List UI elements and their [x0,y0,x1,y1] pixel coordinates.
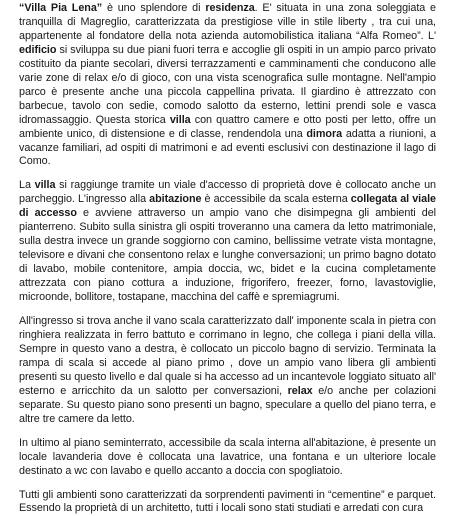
text-run: La [19,179,35,191]
text-run: In ultimo al piano seminterrato, accessibile da scala interna all'abitazione, è presente un locale lavanderia dove è collocata una lavatrice, una fontana e un ulteriore locale destinato a wc con lavabo e quello accanto a doccia con spogliatoio. [19,437,436,477]
text-run: e avviene attraverso un ampio vano che disimpegna gli ambienti del pianterreno. Subito sulla sinistra gli ospiti troveranno una camera da letto matrimoniale, sulla destra invece un grande soggiorno con camino, bellissime vetrate vista montagne, televisore e divani che consentono relax e lunghe conversazioni; un primo bagno dotato di lavabo, mobile contenitore, ampia doccia, wc, bidet e la cucina completamente attrezzata con piano cottura a induzione, frigorifero, freezer, forno, lavastoviglie, microonde, bollitore, tostapane, macchina del caffè e spremiagrumi. [19,207,436,303]
text-run: si raggiunge tramite un viale d'accesso di proprietà dove è collocato anche un parcheggio. L'ingresso alla [19,179,436,205]
bold-text-run: dimora [306,128,342,140]
paragraph-basement [0,437,450,479]
paragraph-access-ground-floor [0,179,450,305]
paragraph-floors-architect [0,489,450,516]
text-run: si sviluppa su due piani fuori terra e accoglie gli ospiti in un ampio parco privato costituito da piante secolari, diversi terrazzamenti e camminamenti che conducono alle varie zone di relax e/o di gioco, con una vista scenografica sulle montagne. Nell'ampio parco è presente anche una piccola cappellina privata. Il giardino è attrezzato con barbecue, tavolo con sedie, comodo salotto da esterno, lettini prendi sole e vasca idromassaggio. Questa storica [19,44,436,126]
text-run: e/o anche per colazioni separate. Su questo piano sono presenti un bagno, speculare a quello del piano terra, e altre tre camere da letto. [19,385,436,425]
bold-text-run: villa [35,179,56,191]
text-run: è accessibile da scala esterna [201,193,350,205]
text-run: con quattro camere e otto posti per letto, offre un ambiente unico, di distensione e di classe, rendendola una [19,114,436,140]
paragraph-staircase-first-floor [0,315,450,427]
bold-text-run: residenza [205,2,254,14]
bold-text-run: collegata al viale di accesso [19,193,436,219]
paragraph-villa-intro [0,0,450,169]
bold-text-run: “Villa Pia Lena” [19,2,102,14]
bold-text-run: villa [170,114,191,126]
text-run: adatta a riunioni, a vacanze familiari, ad ospiti di matrimoni e ad eventi esclusivi con destinazione il lago di Como. [19,128,436,168]
text-run: All'ingresso si trova anche il vano scala caratterizzato dall' imponente scala in pietra con ringhiera realizzata in ferro battuto e corrimano in legno, che collega i piani della villa. Sempre in questo vano a destra, è collocato un piccolo bagno di servizio. Terminata la rampa di scala si accede al piano primo , dove un ampio vano libera gli ambienti presenti su questo livello e dal quale si ha accesso ad un incantevole loggiato situato all' esterno e arricchito da un salotto per conversazioni, [19,315,436,397]
bold-text-run: relax [288,385,313,397]
text-run: . E' situata in una zona soleggiata e tranquilla di Magreglio, caratterizzata da prestigiose ville in stile liberty , tra cui una, appartenente al fondatore della nota azienda automobilistica italiana “Alfa Romeo”. L' [19,2,436,42]
text-run: Tutti gli ambienti sono caratterizzati da sorprendenti pavimenti in “cementine” e parquet. Essendo la proprietà di un architetto, tutti i locali sono stati studiati e arredati con cura [19,489,436,515]
text-run: è uno splendore di [102,2,205,14]
bold-text-run: edificio [19,44,56,56]
bold-text-run: abitazione [149,193,201,205]
